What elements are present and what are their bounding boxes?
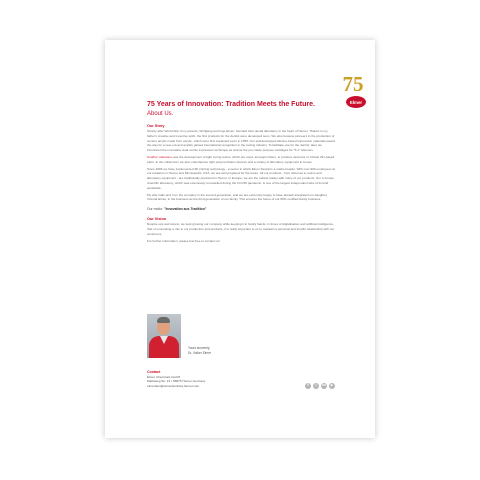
- motto: [147, 207, 335, 212]
- page-title: 75 Years of Innovation: Tradition Meets the Future.: [147, 101, 315, 108]
- facebook-icon[interactable]: f: [305, 383, 311, 389]
- signature-name: Dr. Volker Elmer: [188, 350, 212, 355]
- author-photo: [147, 314, 181, 358]
- motto-text: "Innovation aus Tradition": [163, 207, 207, 212]
- instagram-icon[interactable]: ◎: [314, 383, 318, 388]
- article-body: [147, 124, 335, 245]
- story-paragraph-3: Since 2006 we have implemented 3D printing technology - a sector in which Elmer Dental is a market leader. With over 900 employees at our locations in Hemer and Minneapolis, USA, we are well prepared for the future. All our products - from silicones to resins and laboratory equipment - are traditionally produced in Hemer. In Europe, we are the market leader with many of our products. Our in-house scientific laboratory, which was extensively remodelled during the COVID pandemic, is one of the largest independent labs of its kind worldwide.: [147, 166, 335, 190]
- vision-paragraph-2: For further information, please feel free to contact us!: [147, 238, 220, 243]
- contact-email[interactable]: elmerdent@elmerdentistry.hemer.com: [147, 383, 200, 388]
- logo-number: 75: [342, 72, 364, 96]
- document-page: [105, 40, 375, 438]
- youtube-icon[interactable]: ▶: [330, 383, 334, 388]
- signature: [188, 346, 211, 355]
- vision-paragraph-1: Despite ups and downs, we kept growing our company while keeping it in family hands. In times of digitalisation and artificial intelligence, that of counseling a role in our production and products, it is really important to us to maintain a personal and trustful relationship with our customers.: [147, 222, 335, 236]
- contact-company: Elmer Chemicals GmbH: [147, 374, 181, 379]
- story-paragraph-1: Shortly after World War II my parents, Wolfgang and Inge Elmer, founded their dental laboratory in the heart of Hemer. Thanks to my father's creative and inventive spirit, the first products for the dentist were developed soon. We also became pioneers in the production of custom acrylic made from acrylic, which were first expanded even in 1955. Our self-developed silicone-based impression materials paved the way for a new era and quickly gained international recognition in the tooling industry. To facilitate use for the dentist, later we introduced the innovative dual nozzle impression technique as well as the pre-made purpose cartridges for "5:1" silicones.: [147, 129, 335, 153]
- story-paragraph-2: [147, 155, 335, 165]
- logo-brand: Elmer: [349, 100, 363, 105]
- story-paragraph-2-text: was the development of light curing resins, which are used, amongst others, to produce dentures or clinical thin-based parts. In the millennium we also manufacture light polymerization devices and a variety of laboratory equipment in-house.: [147, 154, 335, 164]
- social-links: [305, 383, 335, 389]
- milestone-highlight: Another milestone: [147, 154, 172, 159]
- contact-heading: Contact: [147, 370, 161, 374]
- story-heading: Our Story: [147, 124, 165, 128]
- contact-address: Marktweg Str. 21 • 58675 Hemer Germany: [147, 379, 206, 383]
- vision-heading: Our Vision: [147, 217, 167, 222]
- page-subtitle: About Us.: [147, 111, 174, 117]
- linkedin-icon[interactable]: in: [322, 383, 326, 388]
- story-paragraph-4: My wife Gabi and I run the company in the second generation, and we are extremely happy to have already integrated our daughter, Victoria Elmer, in the business as the third generation of our family. This ensures the future of our 80% certified family business.: [147, 192, 328, 202]
- contact-block: [147, 370, 205, 388]
- signature-closing: Yours sincerely,: [188, 346, 211, 350]
- motto-label: Our motto:: [147, 207, 164, 212]
- page-heading: [147, 100, 357, 118]
